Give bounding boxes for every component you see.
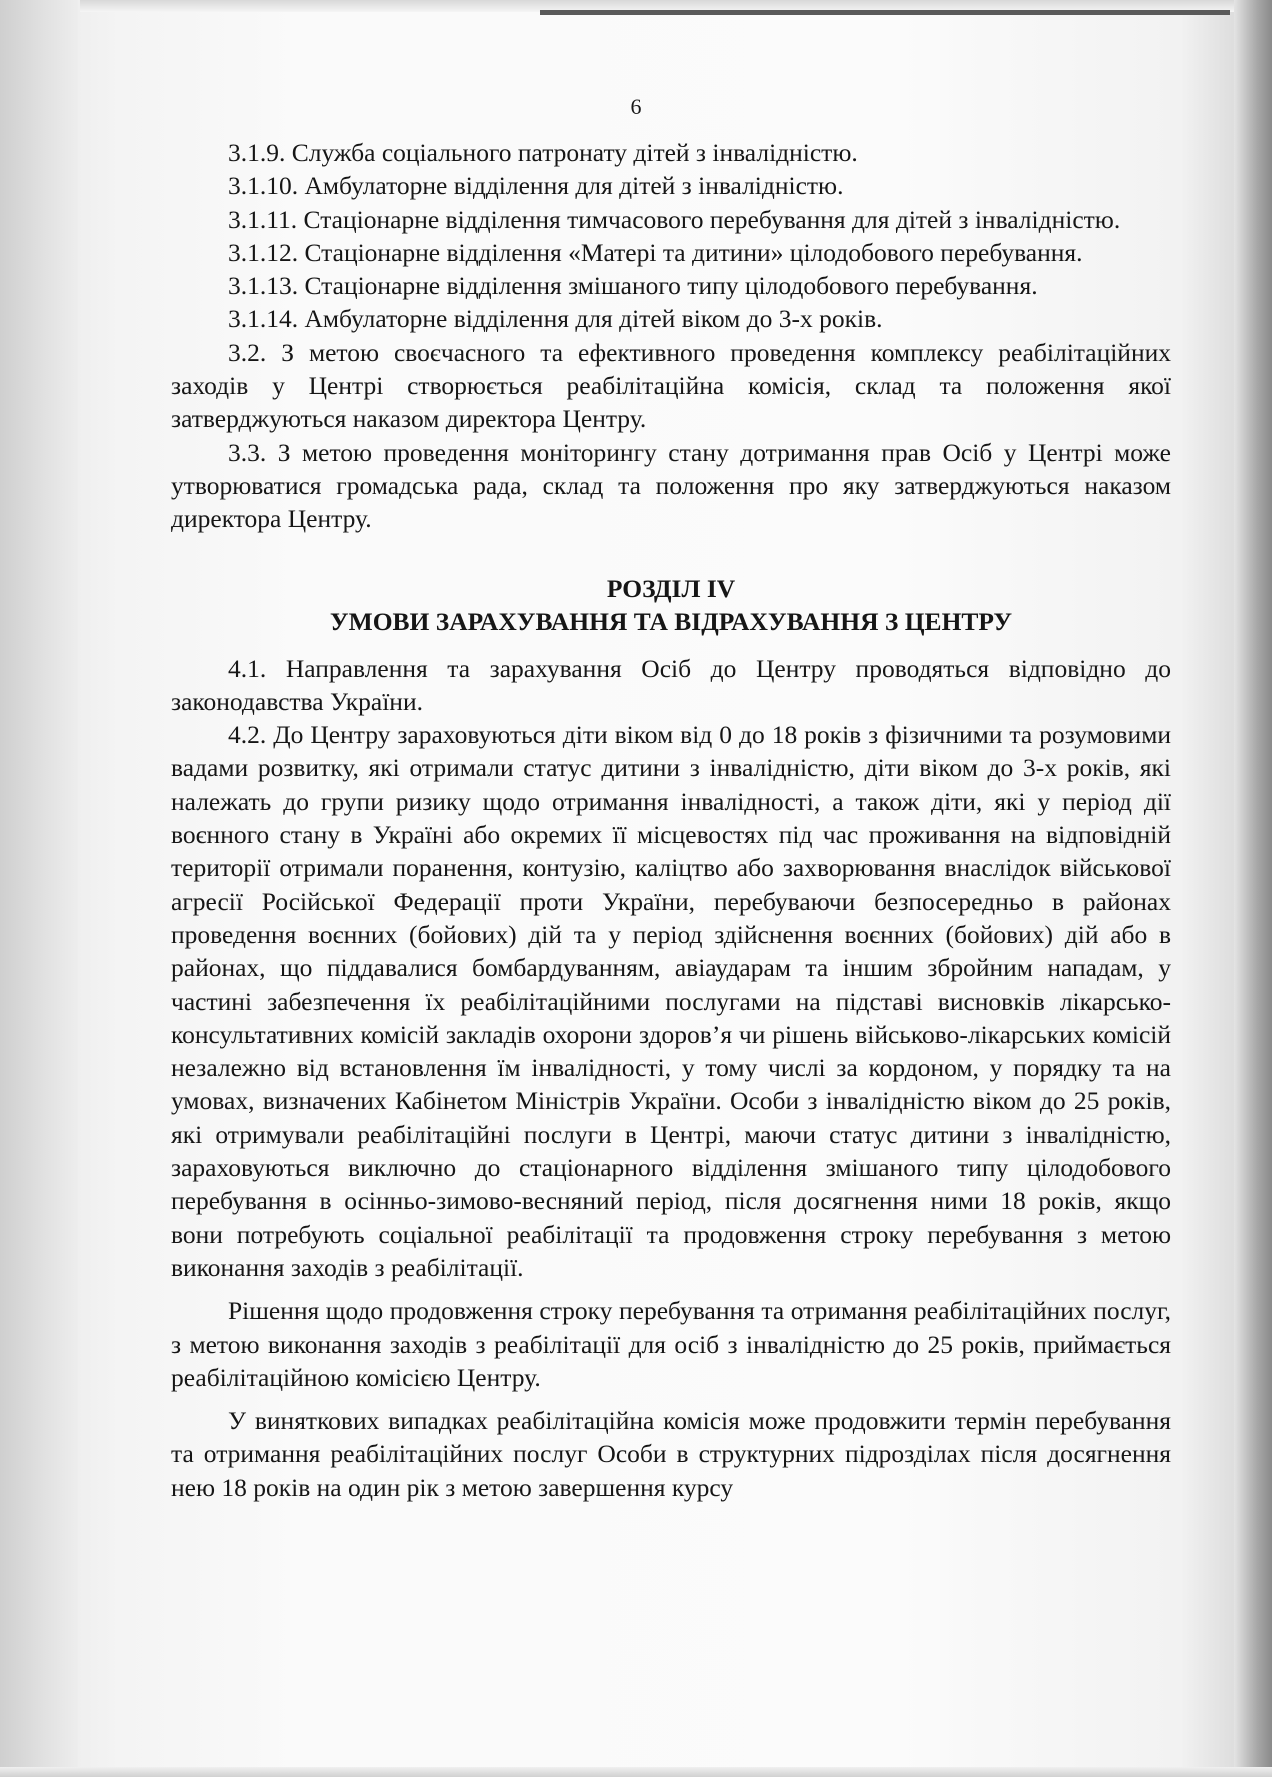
left-page-shadow	[0, 0, 78, 1777]
section-title: УМОВИ ЗАРАХУВАННЯ ТА ВІДРАХУВАННЯ З ЦЕНТРУ	[329, 606, 1013, 636]
page-number: 6	[630, 94, 642, 119]
item-3-1-11: 3.1.11. Стаціонарне відділення тимчасового перебування для дітей з інвалідністю.	[228, 204, 1121, 234]
item-3-1-10: 3.1.10. Амбулаторне відділення для дітей з інвалідністю.	[228, 171, 844, 201]
item-3-1-9: 3.1.9. Служба соціального патронату дітей з інвалідністю.	[228, 138, 858, 167]
item-3-1-12: 3.1.12. Стаціонарне відділення «Матері та дитини» цілодобового перебування.	[228, 237, 1083, 267]
item-3-1-14: 3.1.14. Амбулаторне відділення для дітей віком до 3-х років.	[228, 304, 883, 334]
item-3-3: 3.3. З метою проведення моніторингу стану дотримання прав Осіб у Центрі може утворюватися громадська рада, склад та положення про яку затверджуються наказом директора Центру.	[171, 437, 1171, 534]
bottom-page-edge	[0, 1767, 1272, 1777]
item-3-2: 3.2. З метою своєчасного та ефективного проведення комплексу реабілітаційних заходів у Центрі створюється реабілітаційна комісія, склад та положення якої затверджуються наказом директора Центру.	[171, 337, 1171, 434]
paragraph-4-2: 4.2. До Центру зараховуються діти віком від 0 до 18 років з фізичними та розумовими вадами розвитку, які отримали статус дитини з інвалідністю, діти віком до 3-х років, які належать до групи ризику щодо отримання інвалідності, а також діти, які у період дії воєнного стану в Україні або окремих її місцевостях під час проживання на відповідній території отримали поранення, контузію, каліцтво або захворювання внаслідок військової агресії Російської Федерації проти України, перебуваючи безпосередньо в районах проведення воєнних (бойових) дій та у період здійснення воєнних (бойових) дій або в районах, що піддавалися бомбардуванням, авіаударам та іншим збройним нападам, у частині забезпечення їх реабілітаційними послугами на підставі висновків лікарсько-консультативних комісій закладів охорони здоров’я чи рішень військово-лікарських комісій незалежно від встановлення їм інвалідності, у тому числі за кордоном, у порядку та на умовах, визначених Кабінетом Міністрів України. Особи з інвалідністю віком до 25 років, які отримували реабілітаційні послуги в Центрі, маючи статус дитини з інвалідністю, зараховуються виключно до стаціонарного відділення змішаного типу цілодобового перебування в осінньо-зимово-весняний період, після досягнення ними 18 років, якщо вони потребують соціальної реабілітації та продовження строку перебування з метою виконання заходів з реабілітації.	[171, 720, 1171, 1282]
right-page-edge	[1234, 0, 1272, 1777]
paragraph-4-1: 4.1. Направлення та зарахування Осіб до Центру проводяться відповідно до законодавства України.	[171, 653, 1171, 716]
paragraph-decision: Рішення щодо продовження строку перебування та отримання реабілітаційних послуг, з метою виконання заходів з реабілітації для осіб з інвалідністю до 25 років, приймається реабілітаційною комісією Центру.	[171, 1296, 1171, 1392]
top-edge-line	[540, 10, 1230, 15]
section-heading	[171, 572, 1171, 638]
item-3-1-13: 3.1.13. Стаціонарне відділення змішаного типу цілодобового перебування.	[228, 271, 1038, 301]
document-body	[171, 136, 1171, 1504]
section-label: РОЗДІЛ IV	[606, 573, 736, 603]
paragraph-exceptional-cases: У виняткових випадках реабілітаційна комісія може продовжити термін перебування та отримання реабілітаційних послуг Особи в структурних підрозділах після досягнення нею 18 років на один рік з метою завершення курсу	[171, 1406, 1171, 1502]
